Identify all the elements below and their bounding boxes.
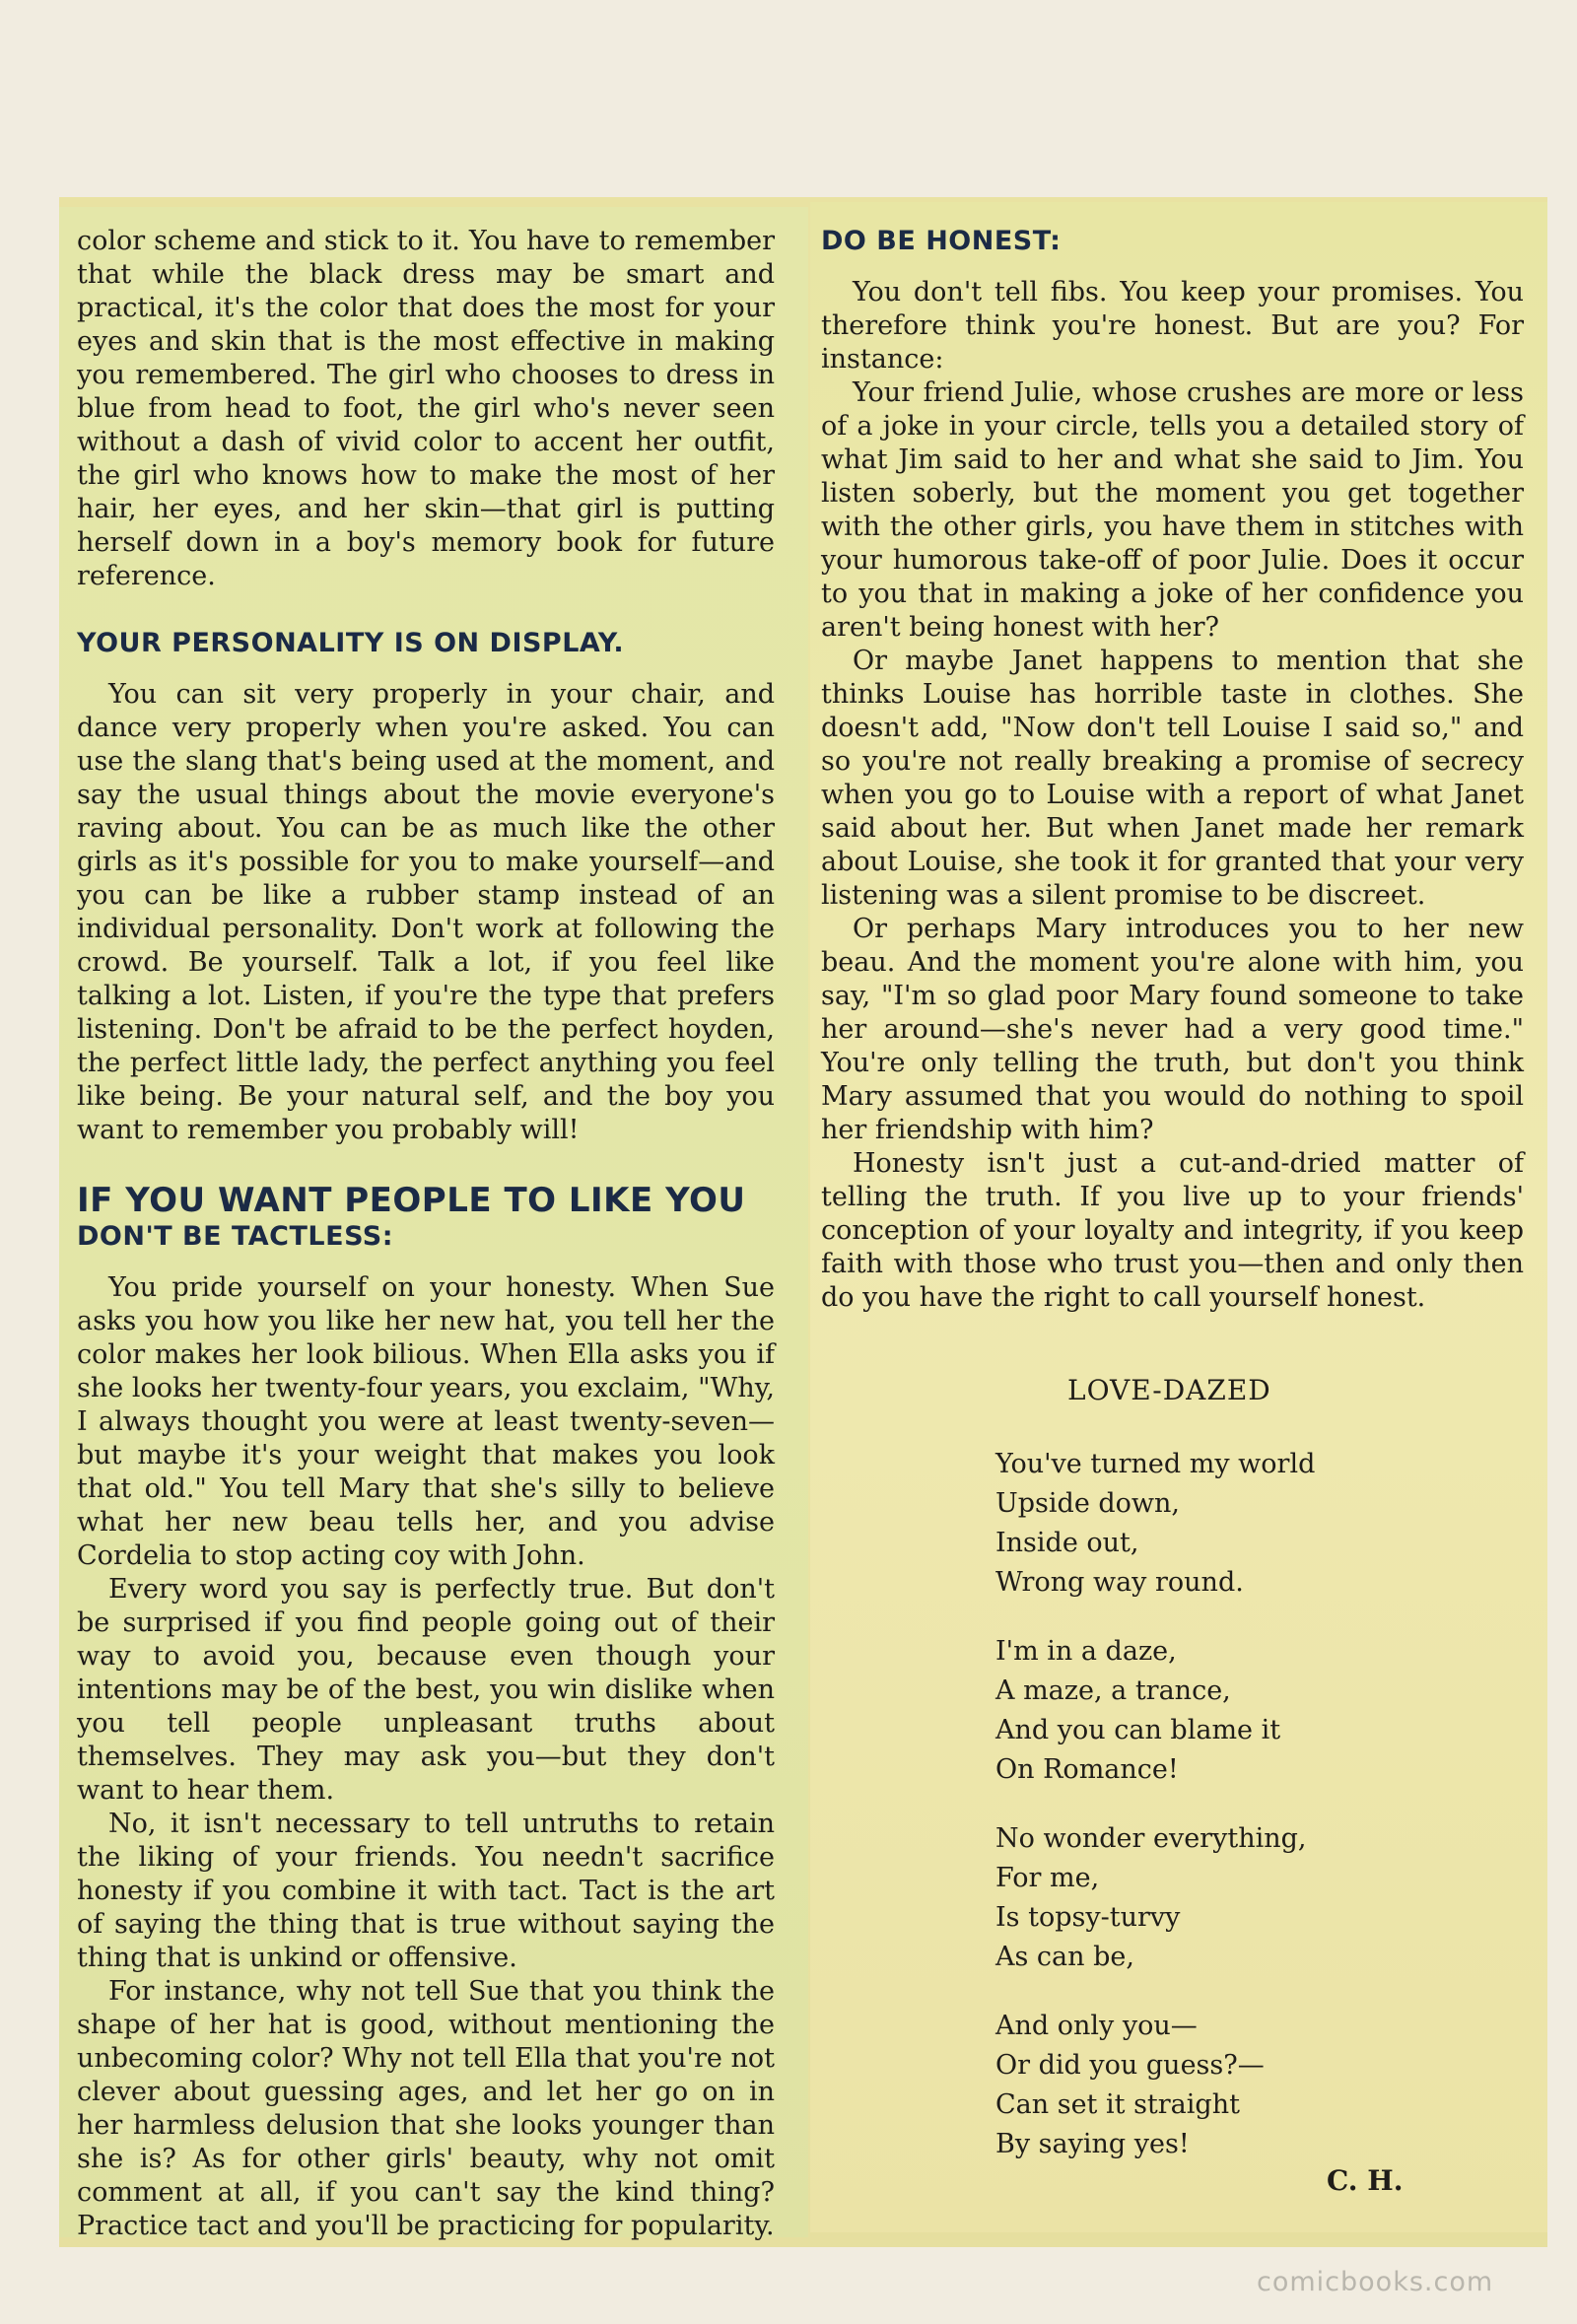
heading-honest: DO BE HONEST: (821, 226, 1062, 256)
poem (995, 1445, 1409, 2194)
honest-paragraph-3: Or maybe Janet happens to mention that she thinks Louise has horrible taste in clothes. She doesn't add, "Now don't tell Louise I said so," and so you're not really breaking a promise of secrecy when you go to Louise with a report of what Janet said about her. But when Janet made her remark about Louise, she took it for granted that your very listening was a silent promise to be discreet. (821, 646, 1524, 911)
honest-paragraph-4: Or perhaps Mary introduces you to her new beau. And the moment you're alone with him, you say, "I'm so glad poor Mary found someone to take her around—she's never had a very good time." You're only telling the truth, but don't you think Mary assumed that you would do nothing to spoil her friendship with him? (821, 914, 1524, 1145)
poem-line: Wrong way round. (995, 1567, 1244, 1598)
poem-stanza-1 (995, 1445, 1409, 1603)
poem-title: LOVE-DAZED (1067, 1374, 1271, 1406)
left-column (77, 225, 775, 2243)
poem-line: Inside out, (995, 1528, 1139, 1558)
tact-paragraph-3: No, it isn't necessary to tell untruths to retain the liking of your friends. You needn't sacrifice honesty if you combine it with tact. Tact is the art of saying the thing that is true without saying the thing that is unkind or offensive. (77, 1809, 775, 1973)
poem-line: For me, (995, 1863, 1100, 1893)
poem-line: Is topsy-turvy (995, 1902, 1181, 1933)
poem-line: Can set it straight (995, 2089, 1240, 2120)
poem-stanza-2 (995, 1632, 1409, 1790)
poem-line: You've turned my world (995, 1449, 1316, 1479)
heading-personality: YOUR PERSONALITY IS ON DISPLAY. (77, 628, 625, 658)
poem-line: I'm in a daze, (995, 1636, 1177, 1667)
poem-line: A maze, a trance, (995, 1675, 1231, 1706)
poem-line: No wonder everything, (995, 1823, 1307, 1854)
right-column (821, 225, 1524, 1315)
tact-paragraph-2: Every word you say is perfectly true. But don't be surprised if you find people going out of their way to avoid you, because even though your intentions may be of the best, you win dislike when you tell people unpleasant truths about themselves. They may ask you—but they don't want to hear them. (77, 1574, 775, 1806)
personality-paragraph: You can sit very properly in your chair, and dance very properly when you're asked. You can use the slang that's being used at the moment, and say the usual things about the movie everyone's raving about. You can be as much like the other girls as it's possible for you to make yourself—and you can be like a rubber stamp instead of an individual personality. Don't work at following the crowd. Be yourself. Talk a lot, if you feel like talking a lot. Listen, if you're the type that prefers listening. Don't be afraid to be the perfect hoyden, the perfect little lady, the perfect anything you feel like being. Be your natural self, and the boy you want to remember you probably will! (77, 679, 775, 1145)
honest-paragraph-2: Your friend Julie, whose crushes are more or less of a joke in your circle, tells you a detailed story of what Jim said to her and what she said to Jim. You listen soberly, but the moment you get together with the other girls, you have them in stitches with your humorous take-off of poor Julie. Does it occur to you that in making a joke of her confidence you aren't being honest with her? (821, 377, 1524, 643)
poem-stanza-4 (995, 2007, 1409, 2164)
poem-line: And only you— (995, 2011, 1198, 2041)
tact-paragraph-4: For instance, why not tell Sue that you think the shape of her hat is good, without mentioning the unbecoming color? Why not tell Ella that you're not clever about guessing ages, and let her go on in her harmless delusion that she looks younger than she is? As for other girls' beauty, why not omit comment at all, if you can't say the kind thing? Practice tact and you'll be practicing for popularity. (77, 1976, 775, 2241)
poem-line: By saying yes! (995, 2129, 1190, 2159)
heading-like-you: IF YOU WANT PEOPLE TO LIKE YOU (77, 1181, 746, 1220)
poem-line: And you can blame it (995, 1715, 1281, 1745)
poem-author: C. H. (1327, 2164, 1404, 2197)
heading-tactless: DON'T BE TACTLESS: (77, 1221, 394, 1252)
tact-paragraph-1: You pride yourself on your honesty. When Sue asks you how you like her new hat, you tell her the color makes her look bilious. When Ella asks you if she looks her twenty-four years, you exclaim, "Why, I always thought you were at least twenty-seven—but maybe it's your weight that makes you look that old." You tell Mary that she's silly to believe what her new beau tells her, and you advise Cordelia to stop acting coy with John. (77, 1272, 775, 1571)
poem-stanza-3 (995, 1819, 1409, 1977)
poem-line: As can be, (995, 1942, 1134, 1972)
poem-line: On Romance! (995, 1754, 1179, 1785)
intro-paragraph: color scheme and stick to it. You have to remember that while the black dress may be smart and practical, it's the color that does the most for your eyes and skin that is the most effective in making you remembered. The girl who chooses to dress in blue from head to foot, the girl who's never seen without a dash of vivid color to accent her outfit, the girl who knows how to make the most of her hair, her eyes, and her skin—that girl is putting herself down in a boy's memory book for future reference. (77, 226, 775, 591)
poem-line: Upside down, (995, 1488, 1180, 1519)
poem-line: Or did you guess?— (995, 2050, 1265, 2081)
watermark: comicbooks.com (1257, 2267, 1494, 2297)
honest-paragraph-5: Honesty isn't just a cut-and-dried matter of telling the truth. If you live up to your friends' conception of your loyalty and integrity, if you keep faith with those who trust you—then and only then do you have the right to call yourself honest. (821, 1148, 1524, 1313)
honest-paragraph-1: You don't tell fibs. You keep your promises. You therefore think you're honest. But are you? For instance: (821, 277, 1524, 375)
